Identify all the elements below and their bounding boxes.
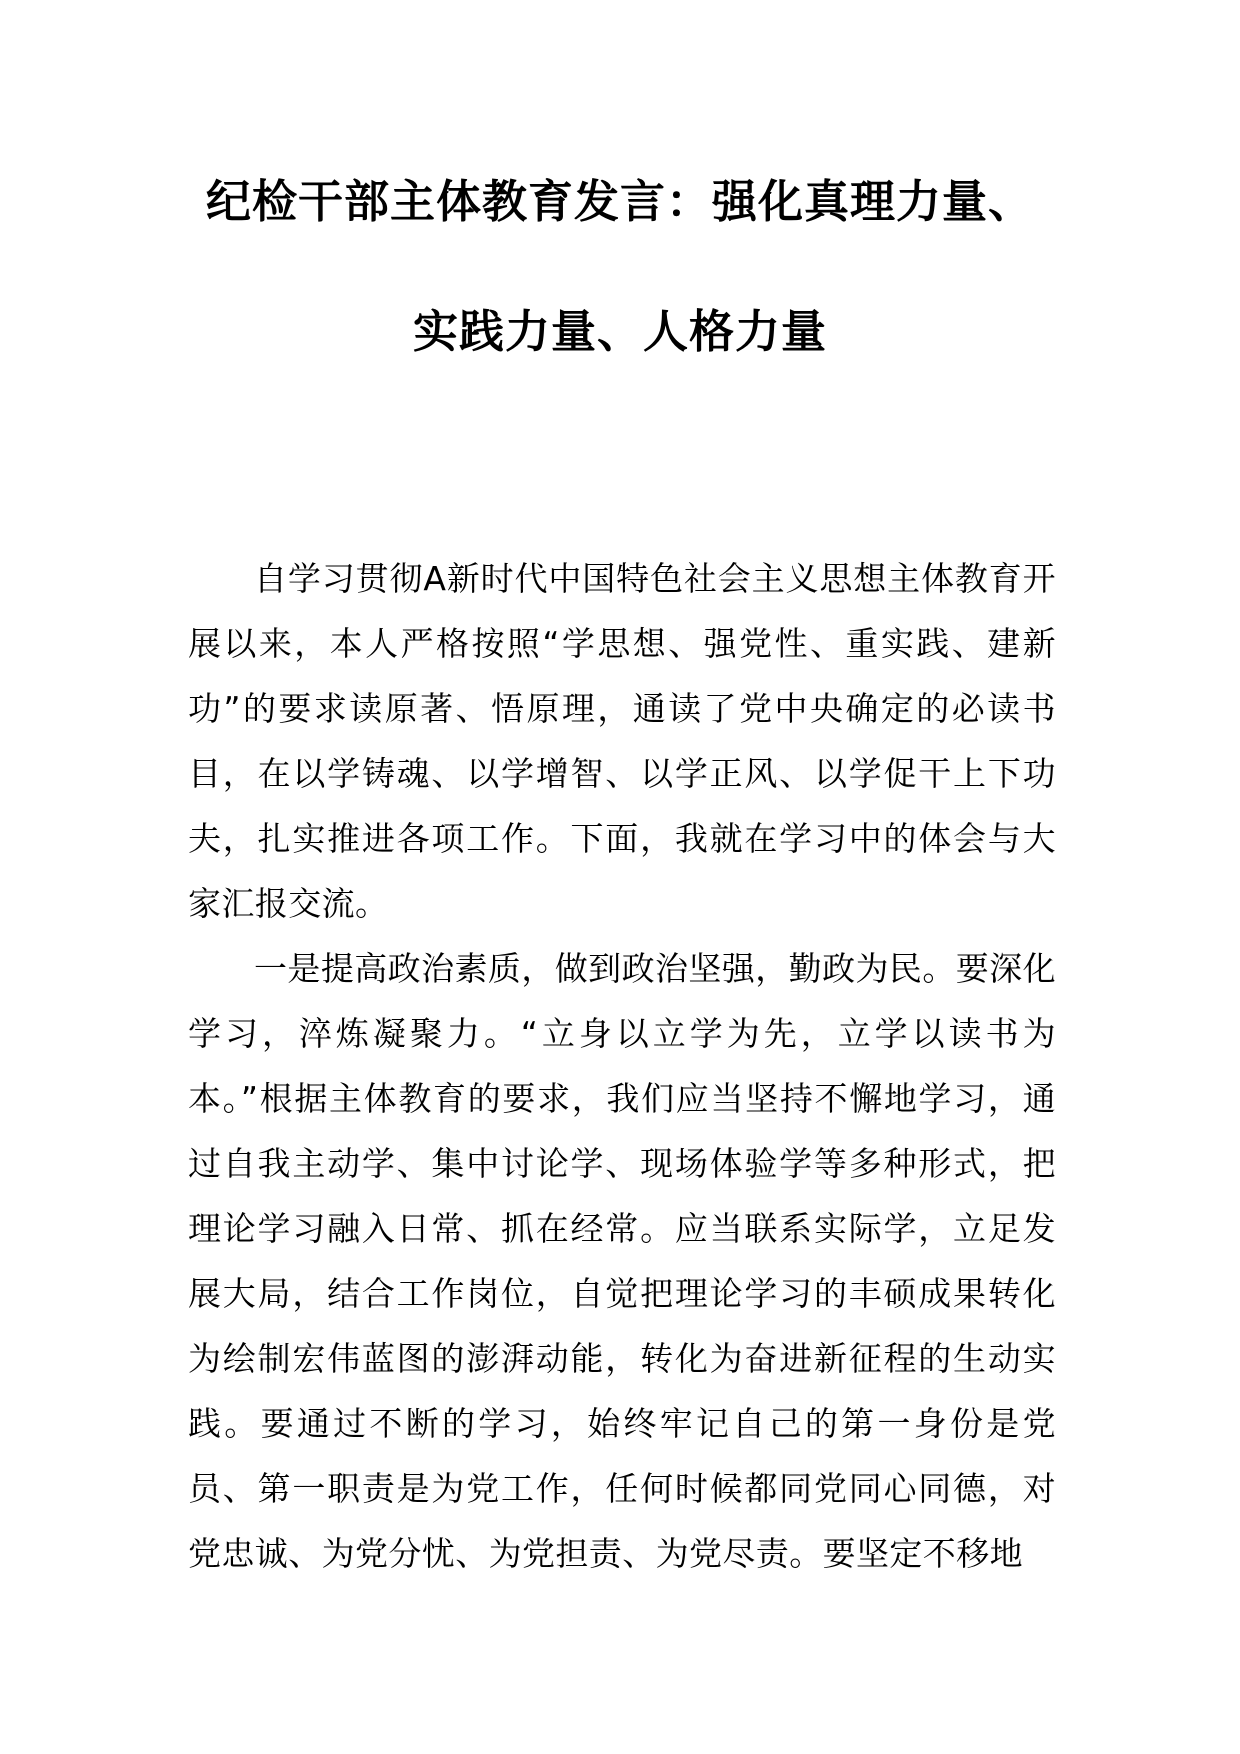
document-title <box>150 168 1090 366</box>
title-line-2: 实践力量、人格力量 <box>412 305 827 358</box>
paragraph-intro: 自学习贯彻A新时代中国特色社会主义思想主体教育开展以来，本人严格按照“学思想、强党性、重实践、建新功”的要求读原著、悟原理，通读了党中央确定的必读书目，在以学铸魂、以学增智、以学正风、以学促干上下功夫，扎实推进各项工作。下面，我就在学习中的体会与大家汇报交流。 <box>188 559 1056 923</box>
paragraph-point-one: 一是提高政治素质，做到政治坚强，勤政为民。要深化学习，淬炼凝聚力。“立身以立学为先，立学以读书为本。”根据主体教育的要求，我们应当坚持不懈地学习，通过自我主动学、集中讨论学、现场体验学等多种形式，把理论学习融入日常、抓在经常。应当联系实际学，立足发展大局，结合工作岗位，自觉把理论学习的丰硕成果转化为绘制宏伟蓝图的澎湃动能，转化为奋进新征程的生动实践。要通过不断的学习，始终牢记自己的第一身份是党员、第一职责是为党工作，任何时候都同党同心同德，对党忠诚、为党分忧、为党担责、为党尽责。要坚定不移地 <box>188 949 1056 1573</box>
document-body <box>188 546 1056 1586</box>
title-line-1: 纪检干部主体教育发言：强化真理力量、 <box>205 175 1034 228</box>
